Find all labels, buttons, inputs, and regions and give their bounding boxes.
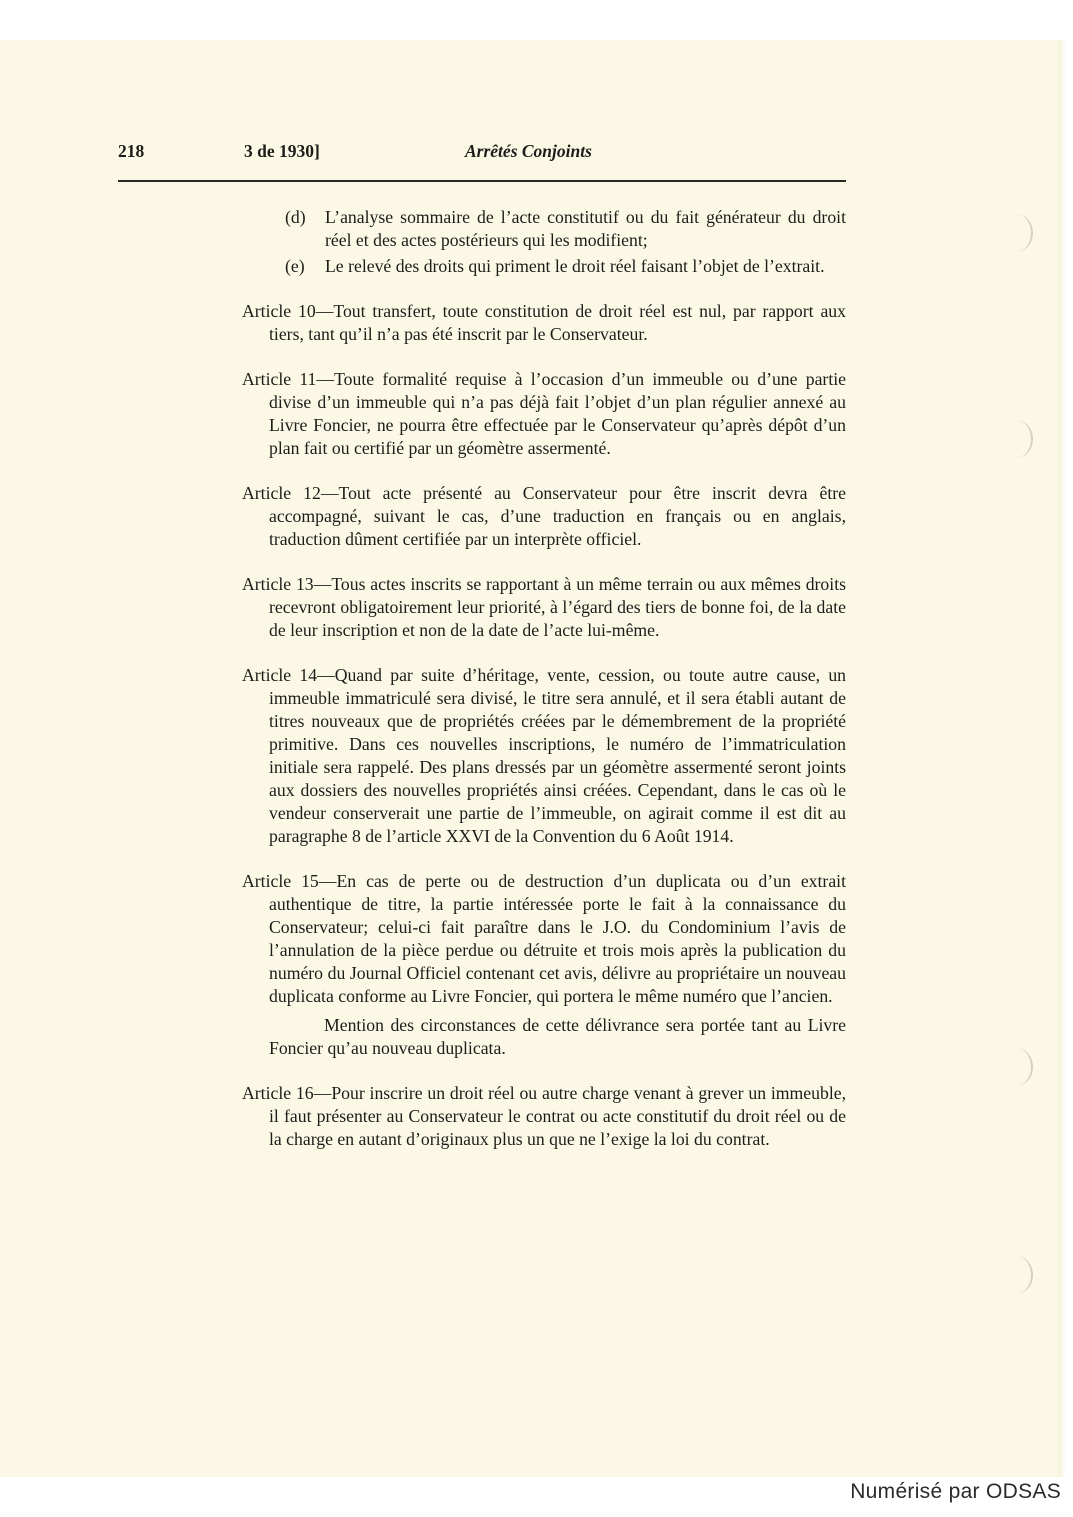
list-item-text: Le relevé des droits qui priment le droit réel faisant l’objet de l’extrait. [325,256,825,276]
header-rule [118,180,846,182]
article-text: —Tout transfert, toute constitution de droit réel est nul, par rapport aux tiers, tant qu’il n’a pas été inscrit par le Conservateur. [269,301,846,344]
binder-hole-4 [1000,1256,1033,1294]
page-number: 218 [118,141,145,161]
list-item-label: (e) [285,256,305,276]
article-10 [242,300,846,346]
article-14 [242,664,846,848]
article-15-continuation: Mention des circonstances de cette délivrance sera portée tant au Livre Foncier qu’au nouveau duplicata. [269,1015,846,1058]
page-body [242,206,846,1151]
binder-hole-2 [1000,420,1033,458]
article-text: —Pour inscrire un droit réel ou autre charge venant à grever un immeuble, il faut présenter au Conservateur le contrat ou acte constitutif du droit réel ou de la charge en autant d’originaux plus un que ne l’exige la loi du contrat. [269,1083,847,1149]
list-item-label: (d) [285,207,306,227]
article-heading: Article 11 [242,369,317,389]
article-11 [242,368,846,460]
list-item-d [242,206,846,252]
article-16 [242,1082,846,1151]
article-text: —Toute formalité requise à l’occasion d’un immeuble ou d’une partie divise d’un immeuble qui n’a pas déjà fait l’objet d’un plan régulier annexé au Livre Foncier, ne pourra être effectuée par le Conservateur qu’après dépôt d’un plan fait ou certifié par un géomètre assermenté. [269,369,846,458]
article-heading: Article 16 [242,1083,314,1103]
article-heading: Article 12 [242,483,321,503]
digitization-credit: Numérisé par ODSAS [850,1480,1061,1503]
article-heading: Article 10 [242,301,316,321]
list-item-e [242,255,846,278]
page-edge [1058,40,1066,1477]
article-15 [242,870,846,1008]
article-13 [242,573,846,642]
list-item-text: L’analyse sommaire de l’acte constitutif ou du fait générateur du droit réel et des actes postérieurs qui les modifient; [325,207,846,250]
article-text: —En cas de perte ou de destruction d’un duplicata ou d’un extrait authentique de titre, la partie intéressée porte le fait à la connaissance du Conservateur; celui-ci fait paraître dans le J.O. du Condominium l’avis de l’annulation de la pièce perdue ou détruite et trois mois après la publication du numéro du Journal Officiel contenant cet avis, délivre au propriétaire un nouveau duplicata conforme au Livre Foncier, qui portera le même numéro que l’ancien. [269,871,846,1006]
article-heading: Article 15 [242,871,319,891]
running-header [118,141,846,167]
binder-hole-3 [1000,1048,1033,1086]
article-text: —Quand par suite d’héritage, vente, cession, ou toute autre cause, un immeuble immatriculé sera divisé, le titre sera annulé, et il sera établi autant de titres nouveaux que de propriétés créées par le démembrement de la propriété primitive. Dans ces nouvelles inscriptions, le numéro de l’immatriculation initiale sera rappelé. Des plans dressés par un géomètre assermenté seront joints aux dossiers des nouvelles propriétés ainsi créées. Cependant, dans le cas où le vendeur conserverait une partie de l’immeuble, on agirait comme il est dit au paragraphe 8 de l’article XXVI de la Convention du 6 Août 1914. [269,665,847,846]
binder-hole-1 [1000,214,1033,252]
header-title: Arrêtés Conjoints [465,141,592,161]
article-heading: Article 14 [242,665,318,685]
header-reference: 3 de 1930] [244,141,320,161]
article-12 [242,482,846,551]
article-text: —Tout acte présenté au Conservateur pour être inscrit devra être accompagné, suivant le cas, d’une traduction en français ou en anglais, traduction dûment certifiée par un interprète officiel. [269,483,847,549]
article-heading: Article 13 [242,574,314,594]
article-text: —Tous actes inscrits se rapportant à un même terrain ou aux mêmes droits recevront obligatoirement leur priorité, à l’égard des tiers de bonne foi, de la date de leur inscription et non de la date de l’acte lui-même. [269,574,846,640]
